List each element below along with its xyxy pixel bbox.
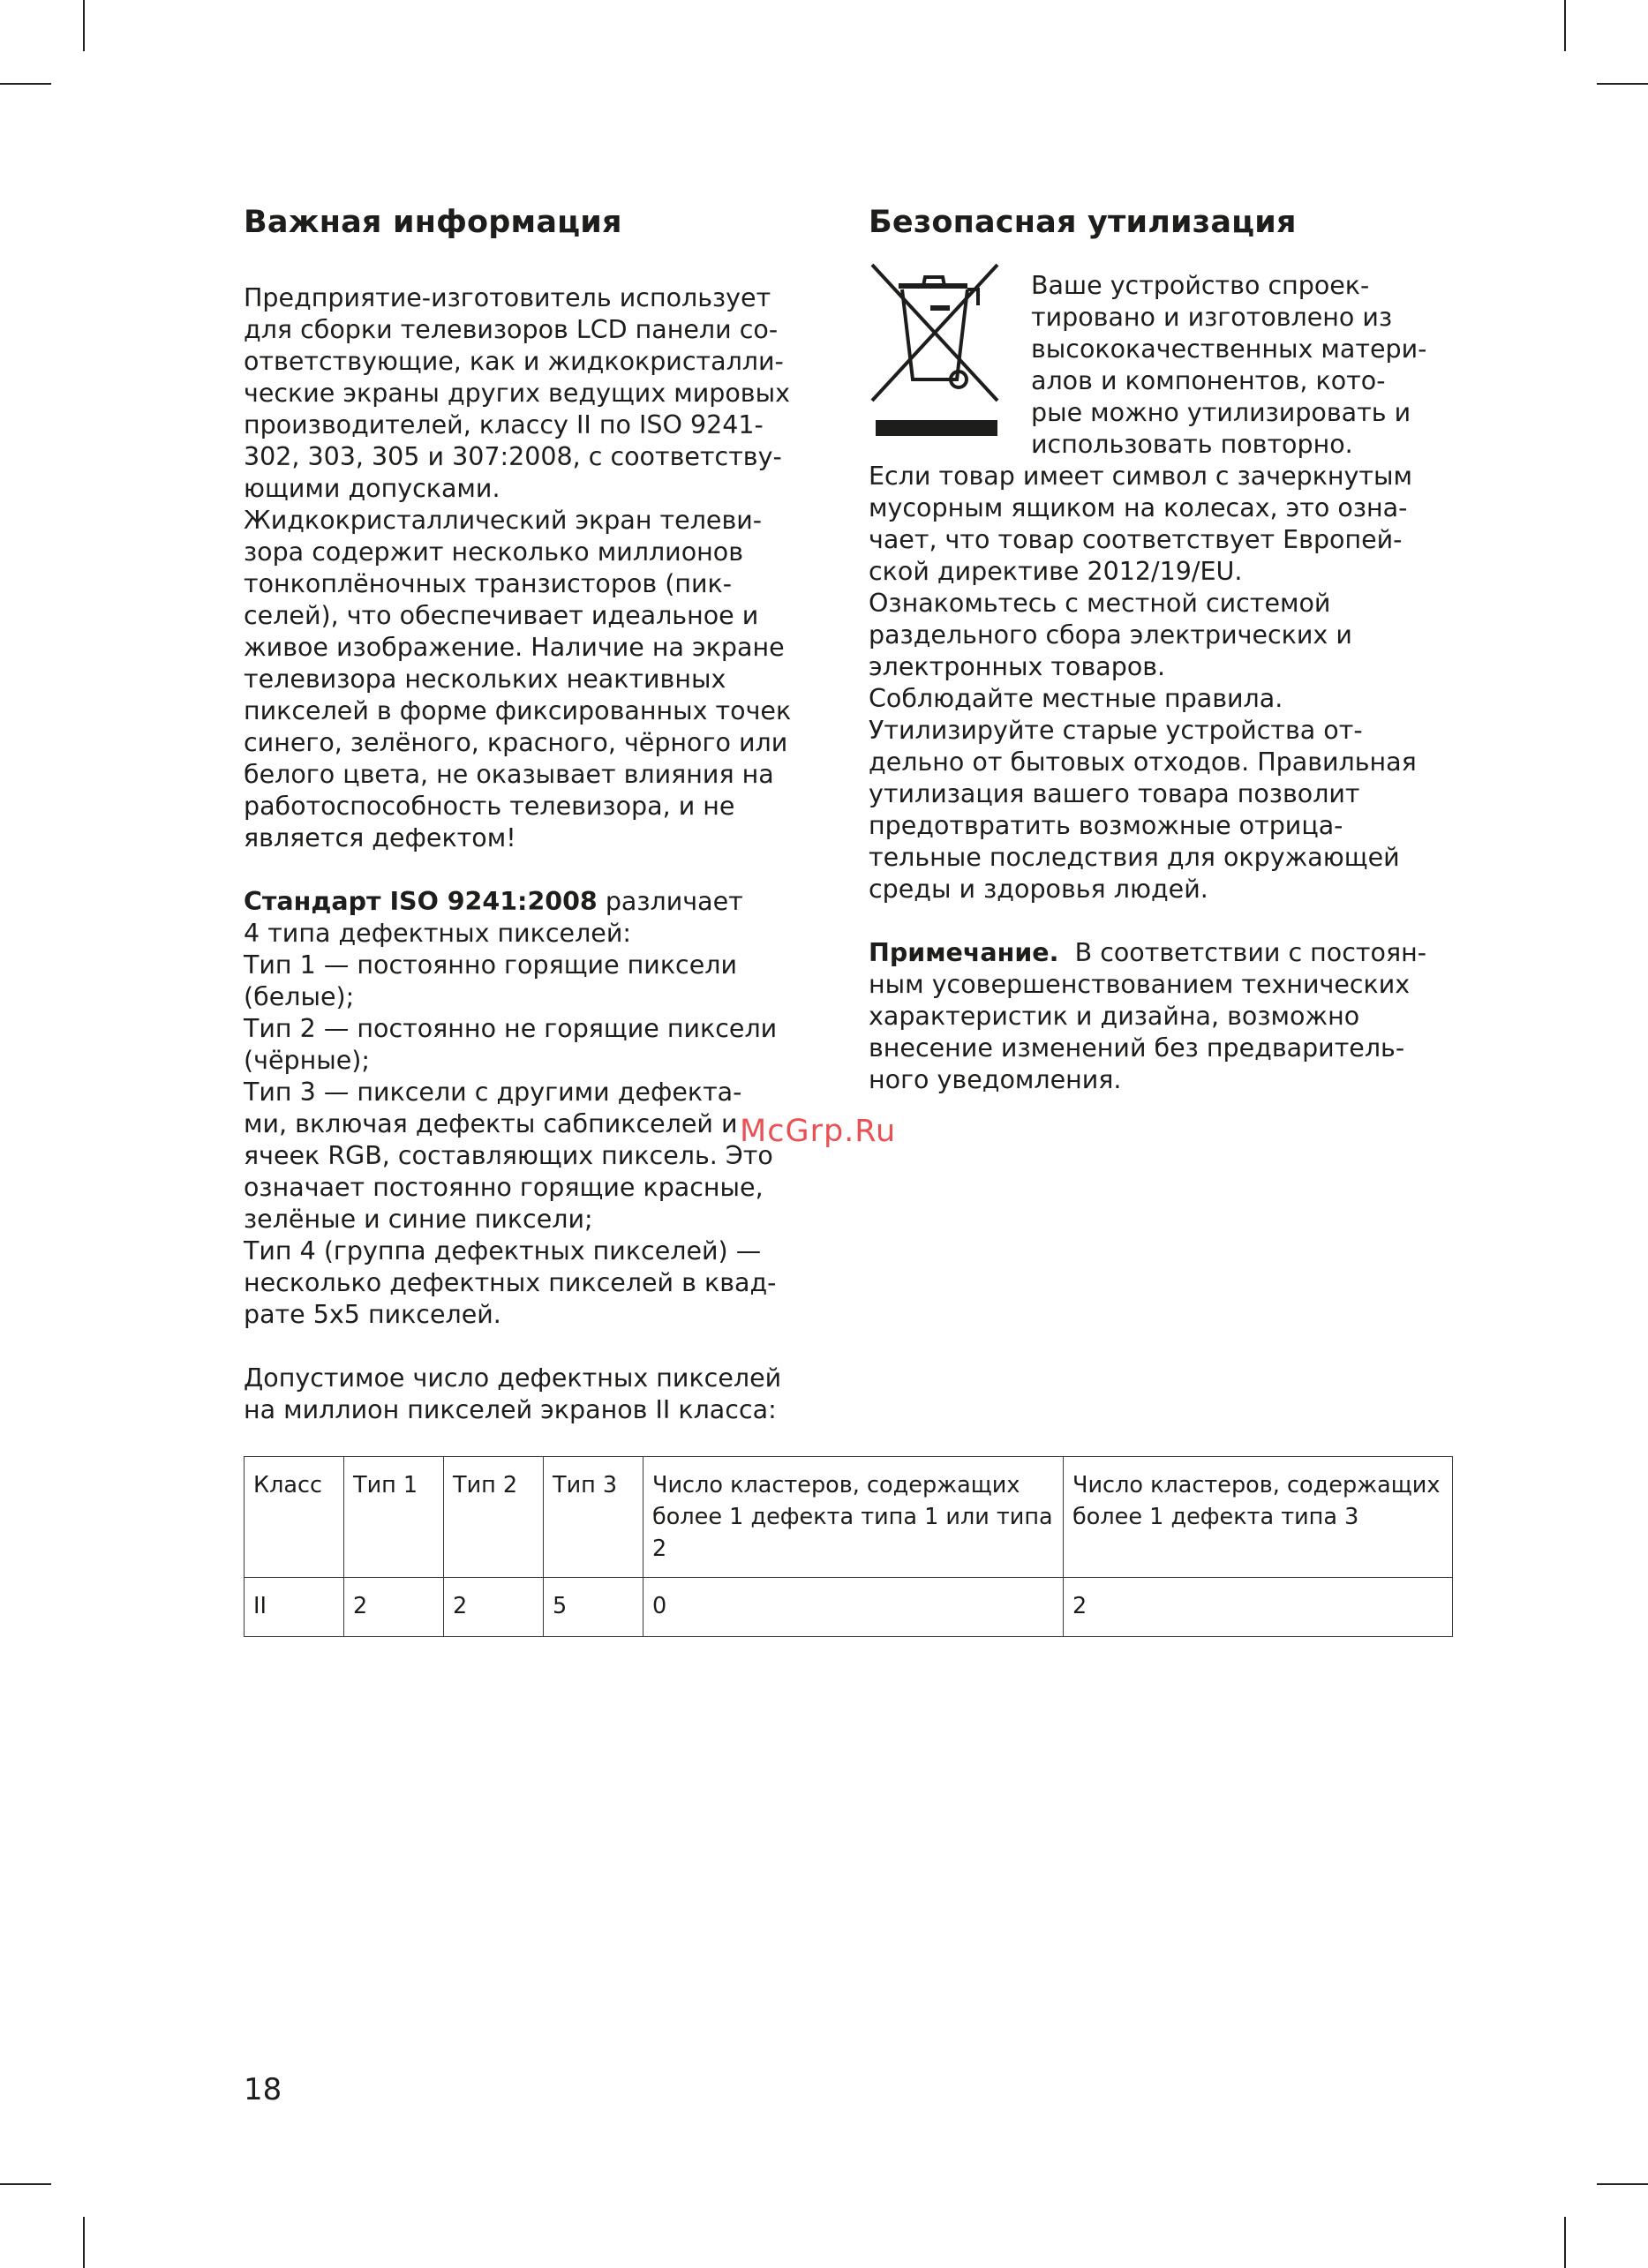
text-line: означает постоянно горящие красные,	[244, 1173, 764, 1202]
important-info-paragraph	[244, 282, 844, 1426]
crop-mark	[83, 2217, 85, 2268]
text-line: ного уведомления.	[869, 1065, 1122, 1094]
text-line: ческие экраны других ведущих мировых	[244, 379, 790, 408]
table-cell: 2	[1064, 1578, 1453, 1637]
text-line: работоспособность телевизора, и не	[244, 792, 735, 821]
text-line: высококачественных матери-	[1031, 334, 1427, 364]
text-line: характеристик и дизайна, возможно	[869, 1002, 1360, 1031]
text-line: (чёрные);	[244, 1046, 370, 1075]
important-info-heading: Важная информация	[244, 205, 622, 240]
table-header-cell: Класс	[245, 1457, 344, 1578]
text-line: Тип 3 — пиксели с другими дефекта-	[244, 1078, 742, 1107]
crop-mark	[83, 0, 85, 51]
text-line: использовать повторно.	[1031, 430, 1353, 459]
text-line: ми, включая дефекты сабпикселей и	[244, 1109, 738, 1138]
text-line: Тип 4 (группа дефектных пикселей) —	[244, 1236, 762, 1265]
text-line: рате 5x5 пикселей.	[244, 1300, 501, 1329]
crop-mark	[1597, 83, 1648, 85]
crop-mark	[1597, 2183, 1648, 2185]
table-header-row	[245, 1457, 1453, 1578]
text-line: белого цвета, не оказывает влияния на	[244, 760, 774, 789]
text-line: Тип 2 — постоянно не горящие пиксели	[244, 1014, 778, 1043]
table-header-cell: Тип 1	[344, 1457, 444, 1578]
disposal-intro	[1031, 270, 1426, 461]
text-line: рые можно утилизировать и	[1031, 398, 1411, 427]
text-line: ющими допусками.	[244, 474, 500, 503]
table-header-cell: Число кластеров, содержащих более 1 дефекта типа 1 или типа 2	[643, 1457, 1064, 1578]
table-cell: II	[245, 1578, 344, 1637]
text-line: Допустимое число дефектных пикселей	[244, 1363, 782, 1393]
text-line: несколько дефектных пикселей в квад-	[244, 1268, 777, 1297]
text-line: предотвратить возможные отрица-	[869, 811, 1343, 840]
text-line: зелёные и синие пиксели;	[244, 1205, 593, 1234]
text-line: 4 типа дефектных пикселей:	[244, 919, 631, 948]
crop-mark	[1564, 2217, 1566, 2268]
text-line: раздельного сбора электрических и	[869, 620, 1352, 650]
text-line: утилизация вашего товара позволит	[869, 779, 1360, 808]
page-number: 18	[244, 2072, 282, 2107]
disposal-body	[869, 461, 1426, 1096]
text-line: чает, что товар соответствует Европей-	[869, 525, 1403, 554]
text-line: тировано и изготовлено из	[1031, 303, 1393, 332]
text-line: на миллион пикселей экранов II класса:	[244, 1395, 777, 1424]
text-line: (белые);	[244, 982, 355, 1011]
text-line: живое изображение. Наличие на экране	[244, 633, 785, 662]
bin-label	[930, 305, 950, 311]
text-line: 302, 303, 305 и 307:2008, с соответству-	[244, 442, 782, 471]
text-line: синего, зелёного, красного, чёрного или	[244, 728, 788, 757]
text-line: тонкоплёночных транзисторов (пик-	[244, 569, 733, 598]
text-line: зора содержит несколько миллионов	[244, 537, 743, 567]
note-text: В соответствии с постоян-	[1058, 938, 1427, 967]
note-line	[869, 937, 1426, 969]
text-line: Предприятие-изготовитель использует	[244, 283, 771, 312]
text-line: внесение изменений без предваритель-	[869, 1033, 1405, 1063]
text-line: ской директиве 2012/19/EU.	[869, 557, 1243, 586]
text-line: телевизора нескольких неактивных	[244, 665, 726, 694]
standard-text: различает	[597, 887, 743, 916]
standard-label: Стандарт ISO 9241:2008	[244, 887, 598, 916]
table-cell: 5	[544, 1578, 643, 1637]
crossed-out-wheelie-bin-icon	[869, 259, 1001, 436]
table-header-cell: Тип 3	[544, 1457, 643, 1578]
text-line: селей), что обеспечивает идеальное и	[244, 601, 759, 630]
safe-disposal-column	[869, 199, 1469, 1094]
table-header-cell: Тип 2	[444, 1457, 544, 1578]
text-line: Жидкокристаллический экран телеви-	[244, 506, 763, 535]
crop-mark	[0, 2183, 51, 2185]
text-line: Утилизируйте старые устройства от-	[869, 716, 1363, 745]
text-line: алов и компонентов, кото-	[1031, 366, 1386, 395]
table-cell: 2	[444, 1578, 544, 1637]
crop-mark	[0, 83, 51, 85]
text-line: является дефектом!	[244, 823, 516, 852]
safe-disposal-heading: Безопасная утилизация	[869, 205, 1297, 240]
text-line: электронных товаров.	[869, 652, 1166, 681]
text-line: Тип 1 — постоянно горящие пиксели	[244, 950, 737, 980]
text-line: ячеек RGB, составляющих пиксель. Это	[244, 1141, 773, 1170]
table-cell: 2	[344, 1578, 444, 1637]
defect-pixels-table	[244, 1456, 1453, 1637]
crop-mark	[1564, 0, 1566, 51]
watermark: McGrp.Ru	[740, 1114, 897, 1149]
standard-line	[244, 886, 844, 918]
text-line: Ознакомьтесь с местной системой	[869, 589, 1331, 618]
text-line: дельно от бытовых отходов. Правильная	[869, 747, 1417, 777]
table-row	[245, 1578, 1453, 1637]
text-line: тельные последствия для окружающей	[869, 843, 1400, 872]
text-line: Если товар имеет символ с зачеркнутым	[869, 462, 1413, 491]
table-header-cell: Число кластеров, содержащих более 1 дефекта типа 3	[1064, 1457, 1453, 1578]
text-line: Ваше устройство спроек-	[1031, 271, 1370, 300]
important-info-column	[244, 199, 844, 1426]
text-line: ответствующие, как и жидкокристалли-	[244, 347, 784, 376]
text-line: среды и здоровья людей.	[869, 875, 1208, 904]
text-line: Соблюдайте местные правила.	[869, 684, 1283, 713]
text-line: производителей, классу II по ISO 9241-	[244, 410, 764, 439]
text-line: пикселей в форме фиксированных точек	[244, 696, 792, 725]
text-line: для сборки телевизоров LCD панели со-	[244, 315, 779, 344]
bin-underline-bar	[876, 420, 997, 436]
table-cell: 0	[643, 1578, 1064, 1637]
text-line: ным усовершенствованием технических	[869, 970, 1411, 999]
note-label: Примечание.	[869, 938, 1059, 967]
text-line: мусорным ящиком на колесах, это озна-	[869, 493, 1408, 522]
